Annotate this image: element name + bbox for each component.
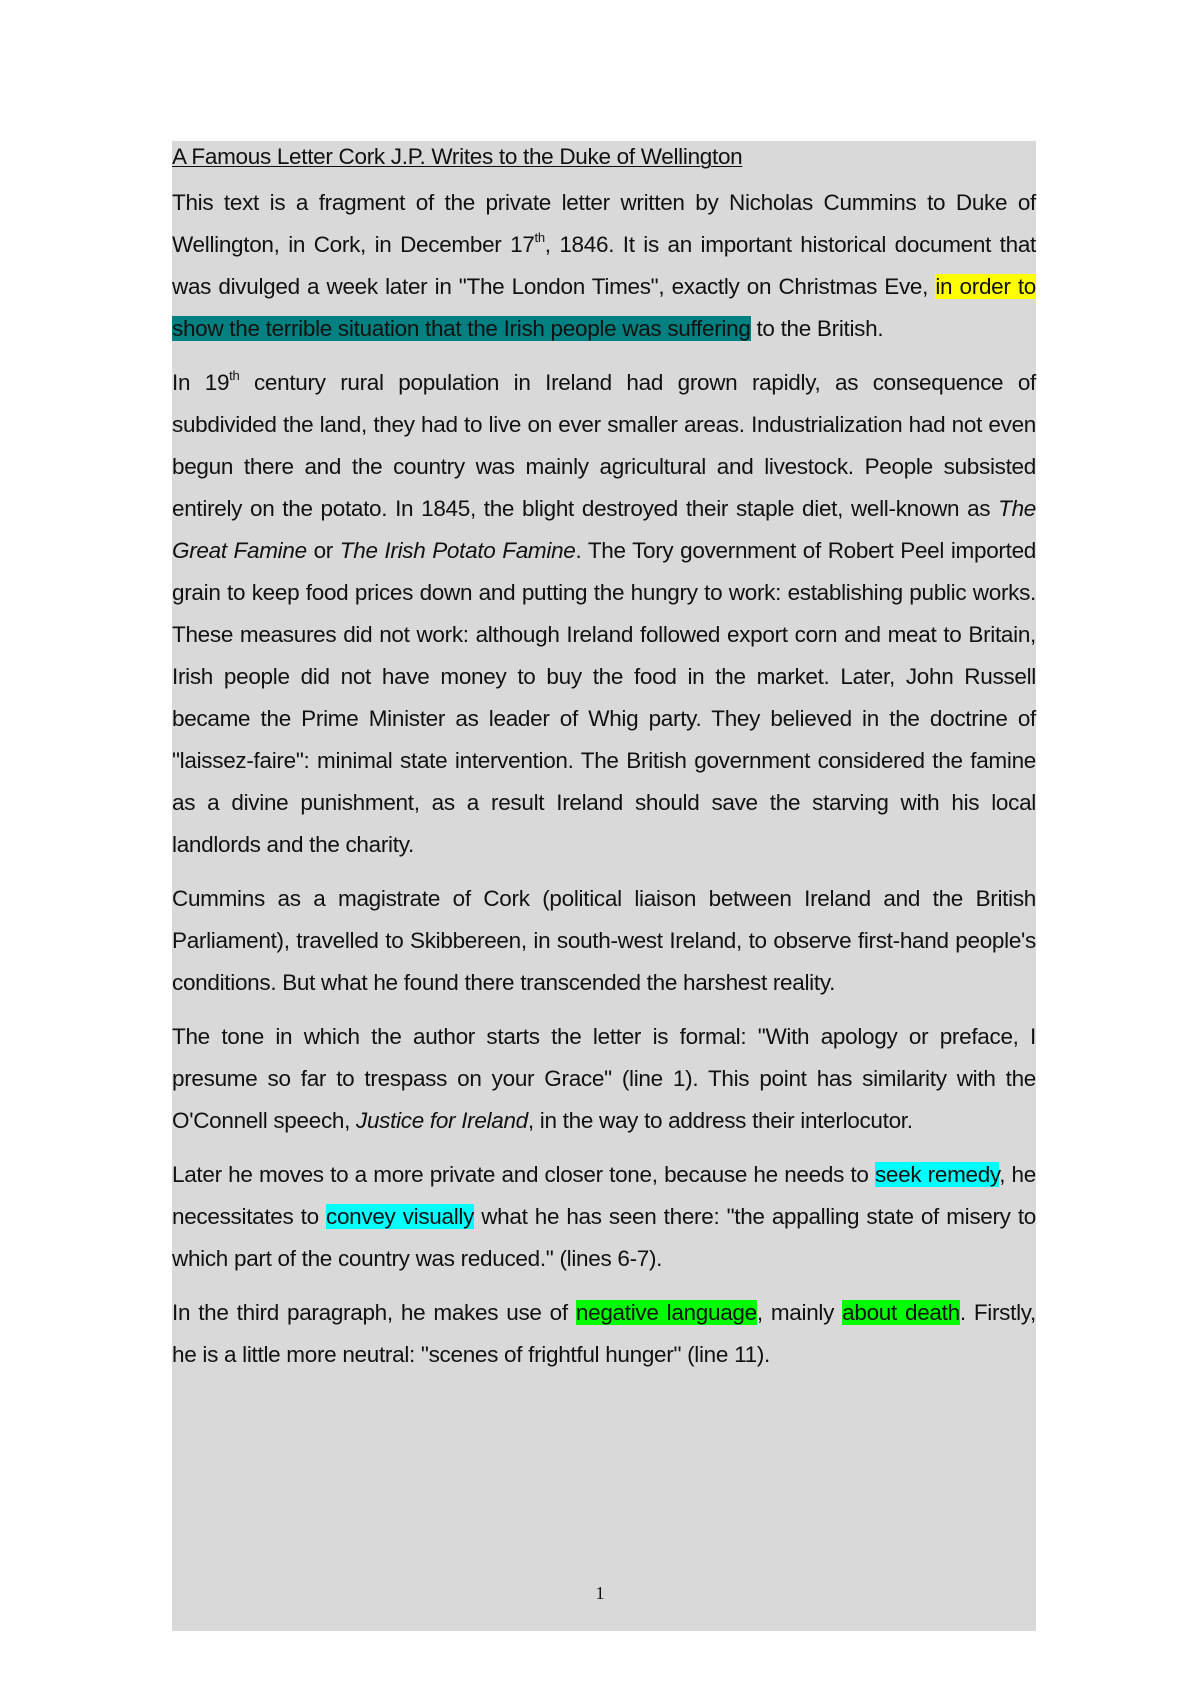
p1-text-b: , 1846. It is an important historical document that was divulged a week later in "The London Times", exactly on Christmas Eve, [172, 232, 1036, 299]
p6-text-c: . Firstly, he is a little more neutral: "scenes of frightful hunger" (line 11). [172, 1300, 1037, 1367]
p6-text-b: , mainly [756, 1300, 843, 1325]
paragraph-4 [172, 1016, 1036, 1142]
p1-superscript: th [534, 229, 545, 245]
p5-text-a: Later he moves to a more private and closer tone, because he needs to [172, 1162, 875, 1187]
page-number: 1 [595, 1583, 605, 1603]
paragraph-1 [172, 182, 1036, 350]
highlight-cyan-convey-visually: convey visually [326, 1204, 475, 1229]
paragraph-6 [172, 1292, 1036, 1376]
p4-italic-justice-for-ireland: Justice for Ireland [356, 1108, 528, 1133]
p2-superscript: th [229, 367, 240, 383]
p1-text-c: to the British. [750, 316, 884, 341]
p4-text-a: The tone in which the author starts the letter is formal: "With apology or preface, I presume so far to trespass on your Grace" (line 1). This point has similarity with the O'Connell speech, [172, 1024, 1036, 1133]
document-title: A Famous Letter Cork J.P. Writes to the Duke of Wellington [172, 144, 743, 169]
p2-text-c: or [306, 538, 340, 563]
p6-text-a: In the third paragraph, he makes use of [172, 1300, 576, 1325]
p2-italic-irish-potato-famine: The Irish Potato Famine [339, 538, 576, 563]
p5-text-b: , he necessitates to [172, 1162, 1036, 1229]
paragraph-5 [172, 1154, 1036, 1280]
p2-text-b: century rural population in Ireland had grown rapidly, as consequence of subdivided the land, they had to live on ever smaller areas. Industrialization had not even begun there and the country was mainly agricultural and livestock. People subsisted entirely on the potato. In 1845, the blight destroyed their staple diet, well-known as [172, 370, 1036, 521]
p2-italic-great-famine: The Great Famine [172, 496, 1036, 563]
highlight-teal: show the terrible situation that the Irish people was suffering [172, 316, 751, 341]
p5-text-c: what he has seen there: "the appalling state of misery to which part of the country was reduced." (lines 6-7). [172, 1204, 1036, 1271]
highlight-green-negative-language: negative language [575, 1300, 757, 1325]
paragraph-2 [172, 362, 1036, 866]
p4-text-b: , in the way to address their interlocutor. [527, 1108, 913, 1133]
highlight-cyan-seek-remedy: seek remedy [874, 1162, 1000, 1187]
p2-text-d: . The Tory government of Robert Peel imported grain to keep food prices down and putting the hungry to work: establishing public works. These measures did not work: although Ireland followed export corn and meat to Britain, Irish people did not have money to buy the food in the market. Later, John Russell became the Prime Minister as leader of Whig party. They believed in the doctrine of "laissez-faire": minimal state intervention. The British government considered the famine as a divine punishment, as a result Ireland should save the starving with his local landlords and the charity. [172, 538, 1036, 857]
paragraph-3: Cummins as a magistrate of Cork (political liaison between Ireland and the British Parliament), travelled to Skibbereen, in south-west Ireland, to observe first-hand people's conditions. But what he found there transcended the harshest reality. [172, 886, 1036, 995]
document-body [172, 141, 1036, 1388]
highlight-green-about-death: about death [842, 1300, 960, 1325]
p2-text-a: In 19 [172, 370, 230, 395]
highlight-yellow: in order to [935, 274, 1036, 299]
p1-text-a: This text is a fragment of the private letter written by Nicholas Cummins to Duke of Wellington, in Cork, in December 17 [172, 190, 1036, 257]
